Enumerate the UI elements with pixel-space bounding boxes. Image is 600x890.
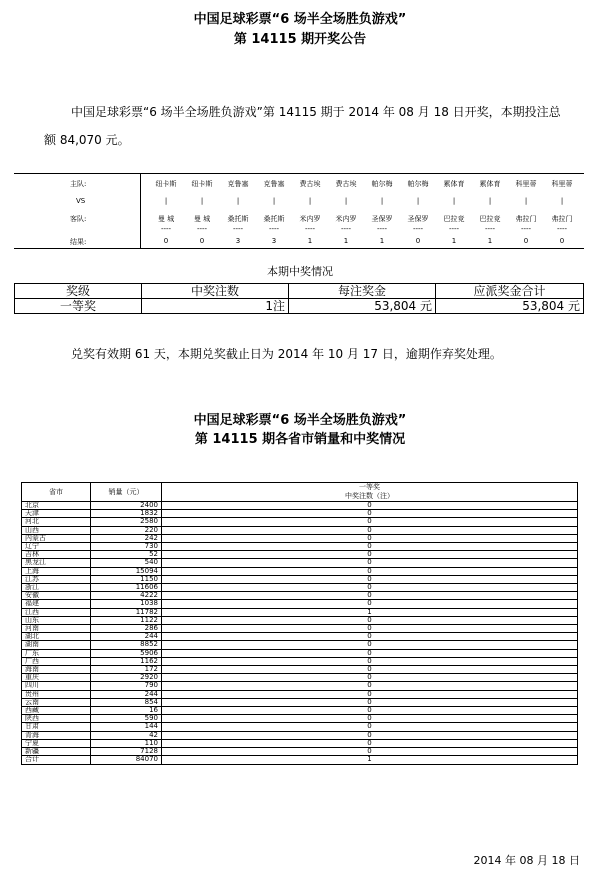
home-team: 帕尔梅 [371,180,393,188]
province-name: 广西 [22,657,91,665]
table-row [22,608,578,616]
sales-amount: 5906 [91,649,162,657]
away-team: 弗拉门 [515,215,537,223]
dash-mark: ---- [484,225,496,233]
home-team: 纽卡斯 [191,180,213,188]
province-name: 江西 [22,608,91,616]
match-result: 1 [451,237,457,245]
away-team: 巴拉竞 [479,215,501,223]
sales-amount: 42 [91,731,162,739]
home-team: 纽卡斯 [155,180,177,188]
table-row [22,649,578,657]
dash-mark: ---- [520,225,532,233]
result-label: 结果: [70,238,87,246]
away-team: 弗拉门 [551,215,573,223]
vs-mark: | [344,197,348,205]
table-row [22,534,578,542]
province-name: 安徽 [22,592,91,600]
sales-amount: 110 [91,739,162,747]
match-result: 0 [523,237,529,245]
sales-amount: 790 [91,682,162,690]
match-result: 1 [343,237,349,245]
prize-count: 0 [162,633,578,641]
table-row [22,616,578,624]
prize-header: 奖级 [15,284,142,299]
prize-count: 0 [162,657,578,665]
province-name: 江苏 [22,575,91,583]
table-row [22,723,578,731]
away-team: 桑托斯 [263,215,285,223]
province-name: 北京 [22,502,91,510]
sales-amount: 1038 [91,600,162,608]
prize-count: 1 [162,608,578,616]
prize-count: 0 [162,707,578,715]
province-name: 重庆 [22,674,91,682]
match-result: 1 [307,237,313,245]
table-row [22,698,578,706]
prize-count: 0 [162,592,578,600]
prize-count: 0 [162,723,578,731]
table-row [22,641,578,649]
province-name: 内蒙古 [22,534,91,542]
match-result: 1 [487,237,493,245]
table-row [22,518,578,526]
table-row [22,682,578,690]
match-result: 1 [379,237,385,245]
vs-mark: | [452,197,456,205]
province-name: 广东 [22,649,91,657]
table-row [22,510,578,518]
vs-mark: | [164,197,168,205]
table-row [22,666,578,674]
away-team: 米内罗 [335,215,357,223]
prize-count: 0 [162,731,578,739]
home-team: 科里蒂 [551,180,573,188]
home-team: 累体育 [479,180,501,188]
match-result: 0 [559,237,565,245]
sales-header: 销量（元） [91,483,162,502]
prize-count: 0 [162,698,578,706]
vs-mark: | [308,197,312,205]
province-name: 河南 [22,625,91,633]
vs-label: VS [76,197,86,205]
vs-mark: | [488,197,492,205]
sales-title: 中国足球彩票“6 场半全场胜负游戏” [193,413,407,428]
vs-mark: | [380,197,384,205]
table-row [22,559,578,567]
province-name: 四川 [22,682,91,690]
sales-amount: 11782 [91,608,162,616]
sales-amount: 8852 [91,641,162,649]
table-row [22,584,578,592]
vs-mark: | [272,197,276,205]
sales-subtitle: 第 14115 期各省市销量和中奖情况 [194,432,406,447]
prize-count: 0 [162,584,578,592]
dash-mark: ---- [340,225,352,233]
prize-count: 1 [162,756,578,764]
province-name: 山东 [22,616,91,624]
match-result: 0 [415,237,421,245]
table-row [22,543,578,551]
table-row [22,633,578,641]
sales-amount: 1150 [91,575,162,583]
sales-amount: 590 [91,715,162,723]
table-row [22,731,578,739]
table-row [22,526,578,534]
province-sales-table [21,482,578,765]
province-name: 宁夏 [22,739,91,747]
match-result: 0 [199,237,205,245]
prize-table [14,283,584,314]
sales-amount: 172 [91,666,162,674]
prize-count: 0 [162,600,578,608]
vs-mark: | [524,197,528,205]
sales-amount: 1122 [91,616,162,624]
province-name: 陕西 [22,715,91,723]
prize-count: 0 [162,510,578,518]
table-row [22,748,578,756]
prize-header: 每注奖金 [289,284,436,299]
prize-count: 0 [162,641,578,649]
prize-total: 53,804 元 [436,299,584,314]
table-row [22,551,578,559]
province-name: 辽宁 [22,543,91,551]
home-label: 主队: [70,180,87,188]
table-row [22,657,578,665]
sales-amount: 4222 [91,592,162,600]
prize-count: 0 [162,575,578,583]
sales-amount: 11606 [91,584,162,592]
prize-count: 0 [162,502,578,510]
prize-count: 0 [162,616,578,624]
prize-count: 0 [162,739,578,747]
table-row [22,715,578,723]
dash-mark: ---- [448,225,460,233]
prize-count: 0 [162,715,578,723]
table-row [22,739,578,747]
sales-amount: 244 [91,633,162,641]
sales-amount: 220 [91,526,162,534]
match-table [14,173,584,249]
intro-line-1: 中国足球彩票“6 场半全场胜负游戏”第 14115 期于 2014 年 08 月 18 日开奖，本期投注总 [71,105,561,119]
prize-count: 0 [162,748,578,756]
away-team: 巴拉竞 [443,215,465,223]
prize-row [15,299,584,314]
province-name: 湖北 [22,633,91,641]
province-name: 青海 [22,731,91,739]
sales-amount: 15094 [91,567,162,575]
province-name: 河北 [22,518,91,526]
match-result: 0 [163,237,169,245]
home-team: 克鲁塞 [227,180,249,188]
sales-amount: 7128 [91,748,162,756]
table-row [22,575,578,583]
province-name: 云南 [22,698,91,706]
prize-per-bet: 53,804 元 [289,299,436,314]
sales-amount: 84070 [91,756,162,764]
prize-count: 0 [162,543,578,551]
match-result: 3 [271,237,277,245]
away-team: 圣保罗 [407,215,429,223]
sales-amount: 242 [91,534,162,542]
dash-mark: ---- [376,225,388,233]
dash-mark: ---- [304,225,316,233]
home-team: 累体育 [443,180,465,188]
dash-mark: ---- [232,225,244,233]
home-team: 克鲁塞 [263,180,285,188]
dash-mark: ---- [412,225,424,233]
sales-amount: 1832 [91,510,162,518]
province-name: 吉林 [22,551,91,559]
dash-mark: ---- [268,225,280,233]
province-name: 山西 [22,526,91,534]
away-team: 桑托斯 [227,215,249,223]
home-team: 费古埃 [335,180,357,188]
province-name: 甘肃 [22,723,91,731]
away-team: 圣保罗 [371,215,393,223]
prize-count-header [162,483,578,502]
table-row [22,756,578,764]
away-team: 曼 城 [193,215,211,223]
intro-line-2: 额 84,070 元。 [44,133,130,147]
prize-count: 0 [162,682,578,690]
prize-count: 0 [162,526,578,534]
province-name: 浙江 [22,584,91,592]
prize-count: 0 [162,567,578,575]
away-label: 客队: [70,215,87,223]
home-team: 费古埃 [299,180,321,188]
table-row [22,502,578,510]
prize-count: 0 [162,534,578,542]
sales-amount: 244 [91,690,162,698]
prize-count: 0 [162,649,578,657]
province-name: 湖南 [22,641,91,649]
table-row [22,592,578,600]
away-team: 曼 城 [157,215,175,223]
prize-level-header: 一等奖 [359,483,380,491]
away-team: 米内罗 [299,215,321,223]
table-row [22,625,578,633]
notice-text: 兑奖有效期 61 天，本期兑奖截止日为 2014 年 10 月 17 日，逾期作弃奖处理。 [71,347,502,361]
province-name: 贵州 [22,690,91,698]
sales-amount: 16 [91,707,162,715]
dash-mark: ---- [556,225,568,233]
sales-amount: 286 [91,625,162,633]
sales-amount: 730 [91,543,162,551]
table-row [22,707,578,715]
vs-mark: | [416,197,420,205]
dash-mark: ---- [160,225,172,233]
province-name: 福建 [22,600,91,608]
sales-amount: 854 [91,698,162,706]
prize-count: 0 [162,625,578,633]
province-name: 天津 [22,510,91,518]
sales-amount: 1162 [91,657,162,665]
sales-amount: 52 [91,551,162,559]
vs-mark: | [200,197,204,205]
table-row [22,674,578,682]
prize-count-subheader: 中奖注数（注） [345,492,394,500]
province-name: 合计 [22,756,91,764]
prize-count: 0 [162,518,578,526]
prize-caption: 本期中奖情况 [267,265,333,278]
province-name: 黑龙江 [22,559,91,567]
table-row [22,600,578,608]
prize-count: 0 [162,551,578,559]
table-row [22,567,578,575]
footer-date: 2014 年 08 月 18 日 [473,854,580,867]
prize-count: 0 [162,559,578,567]
prize-header: 应派奖金合计 [436,284,584,299]
province-name: 上海 [22,567,91,575]
prize-header-row [15,284,584,299]
vs-mark: | [236,197,240,205]
prize-count: 0 [162,674,578,682]
home-team: 帕尔梅 [407,180,429,188]
sales-amount: 2400 [91,502,162,510]
announcement-title: 中国足球彩票“6 场半全场胜负游戏” [193,12,407,27]
vs-mark: | [560,197,564,205]
prize-count: 0 [162,666,578,674]
announcement-subtitle: 第 14115 期开奖公告 [233,32,367,47]
prize-level: 一等奖 [15,299,142,314]
province-header: 省市 [22,483,91,502]
prize-count: 1注 [142,299,289,314]
province-name: 西藏 [22,707,91,715]
sales-amount: 2920 [91,674,162,682]
province-header-row [22,483,578,502]
prize-header: 中奖注数 [142,284,289,299]
prize-count: 0 [162,690,578,698]
home-team: 科里蒂 [515,180,537,188]
province-name: 海南 [22,666,91,674]
table-row [22,690,578,698]
dash-mark: ---- [196,225,208,233]
province-name: 新疆 [22,748,91,756]
sales-amount: 540 [91,559,162,567]
match-result: 3 [235,237,241,245]
sales-amount: 144 [91,723,162,731]
sales-amount: 2580 [91,518,162,526]
